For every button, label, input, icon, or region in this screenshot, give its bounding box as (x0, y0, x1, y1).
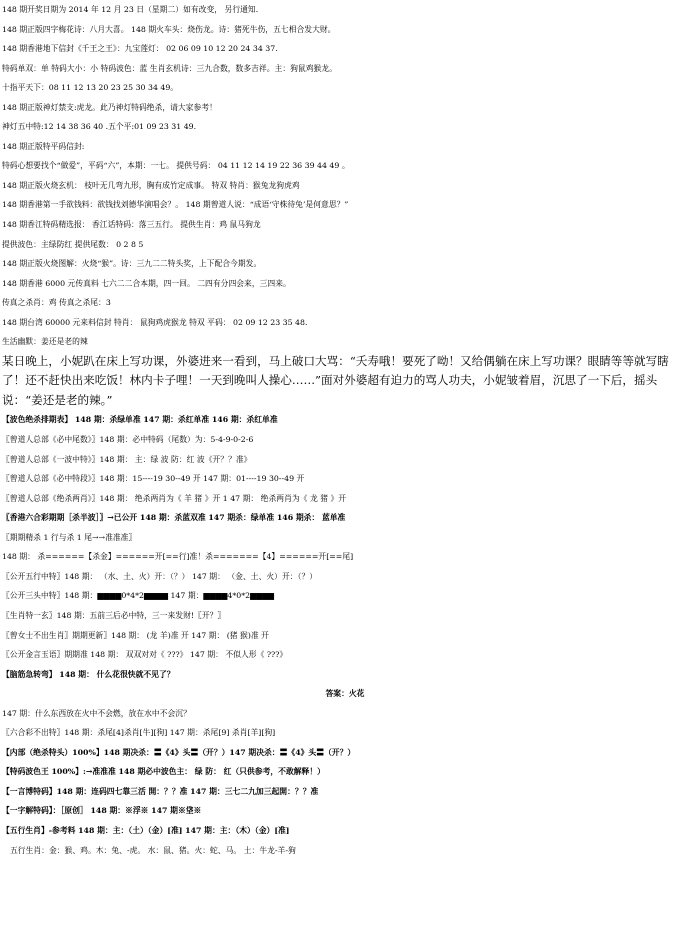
text-line: 【一字解特码】：［原创］ 148 期：※浮※ 147 期※垡※ (2, 806, 202, 816)
text-line: 〖香港六合彩期期［杀半波］〗→已公开 148 期：杀蓝双准 147 期杀：绿单准 146 期杀： 蓝单准 (2, 513, 346, 523)
text-line: 〖公开五行中特〗148 期： （水、土、火）开：（？） 147 期： （金、土、火）开：（？） (2, 571, 318, 581)
text-line: 【特码波色王 100%】:→准准准 148 期必中波色主： 绿 防： 红（只供参考，不敢解释！） (2, 767, 325, 777)
text-line: 生活幽默：姜还是老的辣 (2, 337, 88, 347)
text-line: 神灯五中特:12 14 38 36 40 .五个平:01 09 23 31 49. (2, 122, 197, 132)
text-line: 148 期正版火烧玄机： 枝叶无几弯九形，胸有成竹定成事。 特双 特肖：猴兔龙狗虎鸡 (2, 180, 300, 190)
text-line: 148 期正版神灯禁支:虎龙。此乃神灯特码绝杀，请大家参考！ (2, 102, 217, 112)
text-line: 〖公开三头中特〗148 期：▆▆▆▆0*4*2▆▆▆▆ 147 期：▆▆▆▆4*0*2▆▆▆▆ (2, 591, 275, 601)
text-line: 148 期香港地下信封《千王之王》：九宝莲灯： 02 06 09 10 12 20 24 34 37. (2, 44, 278, 54)
text-line: 148 期香港第一手欲钱料：欲钱找刘德华演唱会？。 148 期曾道人说：“成语‘守株待兔’是何意思？” (2, 200, 349, 210)
text-line: 〖六合彩不出特〗148 期：杀尾[4]杀肖[牛][狗] 147 期：杀尾[9] 杀肖[羊][狗] (2, 728, 276, 738)
text-line: 【五行生肖】-参考料 148 期：主：（土）（金）[准] 147 期：主：（木）（金）[准] (2, 825, 290, 835)
text-line: 〖曾道人总部《必中尾数》〗148 期：必中特码（尾数）为：5-4-9-0-2-6 (2, 435, 254, 445)
text-line: 传真之杀肖：鸡 传真之杀尾：3 (2, 298, 111, 308)
text-line: 〖曾道人总部《绝杀两肖》〗148 期： 绝杀两肖为《 羊 猪 》开 1 47 期： 绝杀两肖为《 龙 猪 》开 (2, 493, 347, 503)
header-lines (0, 0, 688, 352)
text-line: 【波色绝杀排期表】 148 期：杀绿单准 147 期：杀红单准 146 期：杀红单准 (2, 415, 278, 425)
text-line: 148 期正版四字梅花诗：八月大喜。 148 期火车头：烧伤龙。诗：猪死牛伤，五七相合发大财。 (2, 24, 336, 34)
text-line: 特码单双：单 特码大小：小 特码波色：蓝 生肖玄机诗：三九合数，数多吉祥。主：狗鼠鸡猴龙。 (2, 63, 337, 73)
text-line: 148 期香港 6000 元传真料 七六二二合本期，四一回。 二四有分四会来，三四来。 (2, 278, 291, 288)
text-line: 【一言博特码】148 期：连码四七靠三活 開：？？准 147 期：三七二九加三起開：？？准 (2, 786, 319, 796)
text-line: 〖曾道人总部《必中特段》〗148 期：15----19 30--49 开 147 期：01----19 30--49 开 (2, 474, 305, 484)
text-line: 〖生肖特一玄〗148 期：五前三后必中特，三一来发财!〖开？〗 (2, 610, 226, 620)
text-line: 【内部（绝杀特头）100%】148 期决杀：〓《4》头〓（开？）147 期决杀：〓《4》头〓（开？） (2, 747, 356, 757)
text-line: 〖公开金言玉语〗期期准 148 期： 双双对对《 ???》 147 期： 不似人形《 ???》 (2, 650, 288, 660)
riddle-section (0, 665, 688, 724)
text-line: 〖曾女士不出生肖〗期期更新〗148 期： (龙 羊)准 开 147 期： (猪 猴)准 开 (2, 630, 269, 640)
text-line: 五行生肖：金：猴、鸡。木：兔、-虎。 水：鼠、猪。火：蛇、马。 土：牛龙-羊-狗 (10, 845, 296, 855)
text-line: 148 期正版特平码信封: (2, 141, 85, 151)
text-line: 148 期台湾 60000 元来料信封 特肖： 鼠狗鸡虎猴龙 特双 平码： 02 09 12 23 35 48. (2, 317, 308, 327)
riddle-question: 【脑筋急转弯】 148 期： 什么花很快就不见了？ (2, 669, 175, 679)
text-line: 十指平天下：08 11 12 13 20 23 25 30 34 49。 (2, 83, 179, 93)
tail-section (0, 723, 688, 860)
joke-paragraph: 某日晚上，小妮趴在床上写功课，外婆进来一看到，马上破口大骂：“夭寿哦！要死了呦！又给偶躺在床上写功课？眼睛等等就写瞎了！还不赶快出来吃饭！林内卡子哩！一天到晚叫人操心……”面对外婆超有迫力的骂人功夫，小妮皱着眉，沉思了一下后，摇头说：“姜还是老的辣。” (2, 353, 669, 407)
riddle-answer: 答案：火花 (325, 689, 365, 699)
boxed-section (0, 410, 688, 664)
text-line: 特码心想要找个“做爱”，平码“六”，本期：一七。 提供号码： 04 11 12 14 19 22 36 39 44 49 。 (2, 161, 350, 171)
text-line: 148 期正版火烧图解：火烧“猴”。诗：三九二二特头奖，上下配合今期发。 (2, 259, 262, 269)
text-line: 〖期期精杀 1 行与杀 1 尾→→准准准〗 (2, 532, 137, 542)
text-line: 148 期开奖日期为 2014 年 12 月 23 日（星期二）如有改变， 另行通知. (2, 5, 259, 14)
text-line: 148 期香江特码精选报： 香江话特码：落三五行。 提供生肖：鸡 鼠马狗龙 (2, 220, 261, 230)
text-line: 〖曾道人总部《一波中特》〗148 期： 主：绿 波 防：红 波《开？？准》 (2, 454, 252, 464)
text-line: 148 期： 杀======【杀金】======开[==行]准！杀=======【4】======开[==尾] (2, 552, 354, 562)
text-line: 提供波色：主绿防红 提供尾数： 0 2 8 5 (2, 239, 144, 249)
riddle-147: 147 期：什么东西放在火中不会燃，放在水中不会沉？ (2, 708, 191, 718)
